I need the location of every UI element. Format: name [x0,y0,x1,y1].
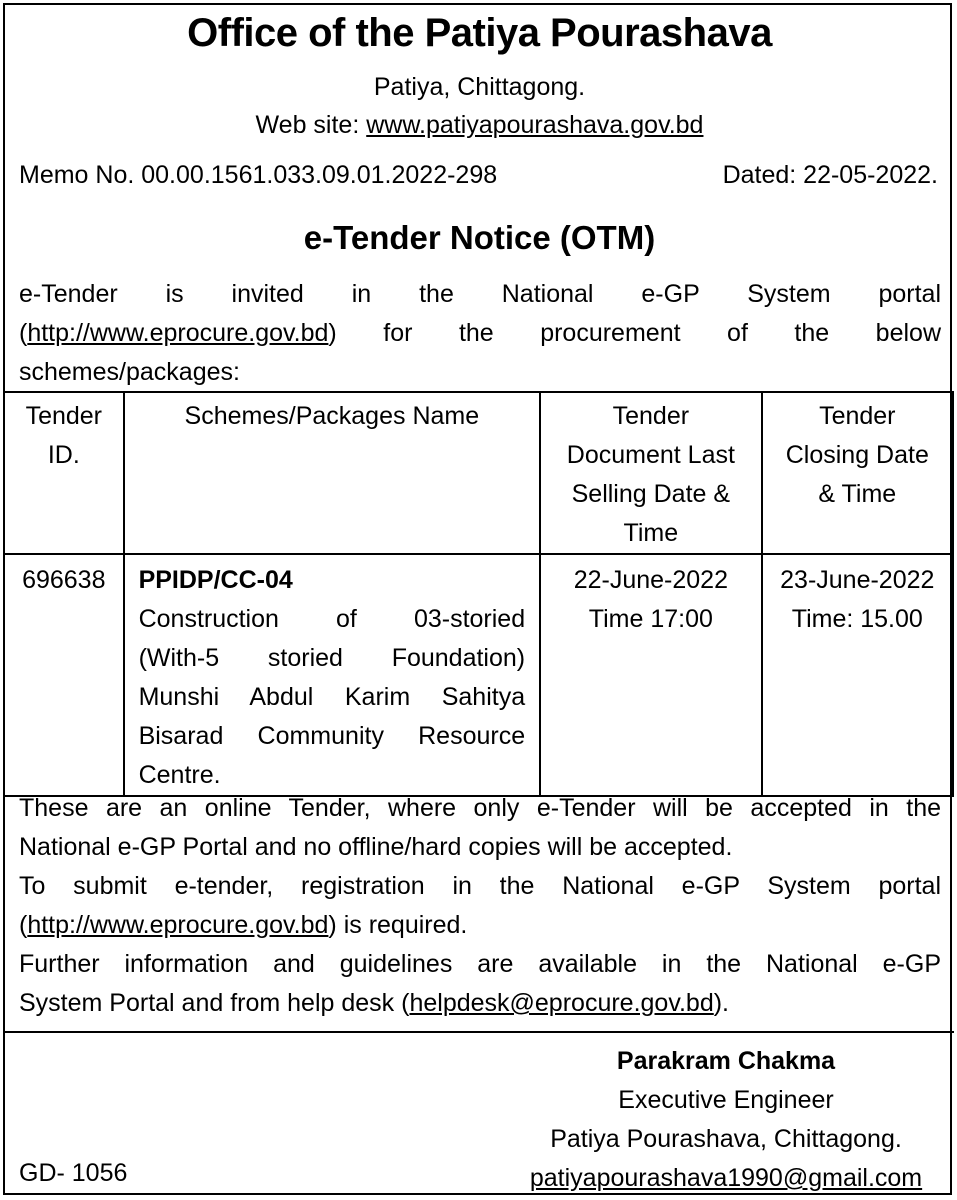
memo-date: Dated: 22-05-2022. [722,161,938,189]
intro-line-1: e-Tender is invited in the National e-GP System portal [19,280,941,308]
notice-frame [3,3,952,1195]
header-package-name: Schemes/Packages Name [124,392,541,554]
office-location: Patiya, Chittagong. [373,73,586,101]
intro-line-3: schemes/packages: [19,358,240,386]
signatory-office: Patiya Pourashava, Chittagong. [550,1125,902,1153]
table-header-row [4,392,953,554]
tender-table [3,391,954,797]
gd-number: GD- 1056 [19,1159,128,1187]
package-code: PPIDP/CC-04 [138,566,293,594]
signature-block [516,1042,936,1198]
cell-package: PPIDP/CC-04 Construction of 03-storied (With-5 storied Foundation) Munshi Abdul Karim Sahitya Bisarad Community Resource Centre. [124,554,541,796]
website-label: Web site: [255,111,367,139]
header-selling-date: Tender Document Last Selling Date & Time [540,392,761,554]
header-tender-id: Tender ID. [4,392,124,554]
notes-paragraph: These are an online Tender, where only e-Tender will be accepted in the National e-GP Portal and no offline/hard copies will be accepted. To submit e-tender, registration in the National e-GP System portal (http://www.eprocure.gov.bd) is required. Further information and guidelines are available in the National e-GP System Portal and from help desk (helpdesk@eprocure.gov.bd). [19,794,941,1017]
intro-paragraph [19,275,941,392]
notice-heading: e-Tender Notice (OTM) [303,219,656,256]
eprocure-link[interactable]: http://www.eprocure.gov.bd [27,319,329,347]
memo-number: Memo No. 00.00.1561.033.09.01.2022-298 [19,161,498,189]
helpdesk-email-link[interactable]: helpdesk@eprocure.gov.bd [409,989,714,1017]
signatory-designation: Executive Engineer [618,1086,834,1114]
signatory-email-link[interactable]: patiyapourashava1990@gmail.com [529,1164,923,1192]
divider [3,1031,954,1033]
intro-line-2: (http://www.eprocure.gov.bd) for the procurement of the below [19,319,941,347]
cell-selling-date: 22-June-2022 Time 17:00 [540,554,761,796]
header-closing-date: Tender Closing Date & Time [762,392,953,554]
website-link[interactable]: www.patiyapourashava.gov.bd [366,111,704,139]
signatory-name: Parakram Chakma [616,1047,836,1075]
cell-tender-id: 696638 [4,554,124,796]
office-title: Office of the Patiya Pourashava [187,11,772,55]
cell-closing-date: 23-June-2022 Time: 15.00 [762,554,953,796]
website-line [5,111,954,140]
table-row [4,554,953,796]
eprocure-link-2[interactable]: http://www.eprocure.gov.bd [27,911,329,939]
